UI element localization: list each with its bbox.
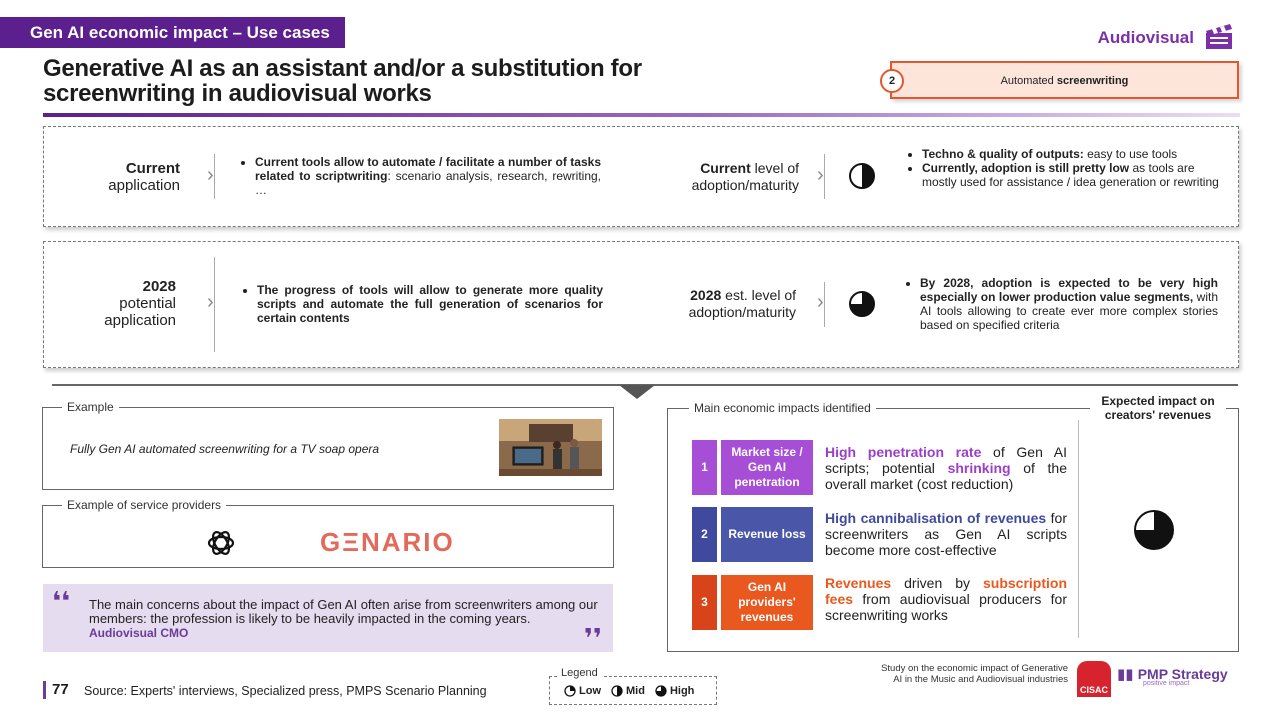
impact-body: driven by (891, 575, 983, 591)
point-rest: easy to use tools (1083, 147, 1178, 161)
2028-row-label (84, 278, 176, 329)
legend-high-label: High (669, 685, 695, 697)
genario-logo: GΞNARIO (320, 527, 455, 557)
current-bullet-bold: Current tools allow to automate / facilitate a number of tasks related to scriptwriting (255, 155, 601, 183)
impact-body: of Gen AI scripts; potential (825, 444, 1067, 476)
2028-point (920, 276, 1218, 332)
page-title (43, 56, 803, 106)
row-separator (214, 154, 215, 199)
impact-text (825, 444, 1067, 492)
impacts-legend: Main economic impacts identified (689, 401, 876, 415)
current-bullet-rest: : scenario analysis, research, rewriting, … (255, 169, 601, 197)
legend-title: Legend (557, 667, 602, 679)
row-separator (824, 282, 825, 327)
current-maturity-label (654, 160, 799, 194)
usecase-bold: screenwriting (1056, 75, 1129, 87)
chevron-right-icon: › (817, 164, 824, 186)
2028-application-row (43, 241, 1239, 368)
quote-author: Audiovisual CMO (89, 626, 189, 640)
quote-text: The main concerns about the impact of Gen AI often arise from screenwriters among our members: the profession is likely to be heavily impacted in the coming years. (89, 597, 598, 626)
openai-logo-icon (206, 528, 236, 558)
usecase-prefix: Automated (1000, 75, 1057, 87)
2028-point-bold: By 2028, adoption is expected to be very high especially on lower production value segments, (920, 276, 1218, 304)
open-quote-icon: ❛❛ (52, 586, 71, 616)
impact-highlight: Revenues (825, 575, 892, 591)
current-point (922, 161, 1219, 189)
usecase-box (890, 61, 1239, 99)
usecase-number: 2 (880, 69, 904, 93)
2028-label-line3: application (104, 312, 176, 329)
impact-number: 2 (692, 507, 717, 562)
point-bold: Techno & quality of outputs: (922, 147, 1084, 161)
impact-body: for screenwriters as Gen AI scripts become more cost-effective (825, 510, 1067, 558)
legend-items (564, 685, 694, 697)
row-separator (824, 154, 825, 199)
current-application-row (43, 126, 1239, 227)
current-point (922, 147, 1219, 161)
section-tag: Gen AI economic impact – Use cases (0, 17, 345, 48)
current-label-rest: application (108, 177, 180, 194)
example-legend: Example (62, 400, 119, 414)
2028-maturity-bold: 2028 (690, 287, 722, 303)
2028-bullet-bold: The progress of tools will allow to generate more quality scripts and automate the full generation of scenarios for certain contents (257, 283, 603, 325)
pmp-strategy-logo: ▮▮ PMP Strategy (1117, 666, 1228, 683)
close-quote-icon: ❜❜ (584, 623, 603, 653)
impact-highlight: shrinking (947, 460, 1011, 476)
pmp-tagline: positive impact (1143, 680, 1190, 687)
2028-maturity-rest2: adoption/maturity (688, 304, 796, 320)
half-pie-icon (611, 685, 623, 697)
study-text: Study on the economic impact of Generative AI in the Music and Audiovisual industries (881, 663, 1068, 685)
legend-high (655, 685, 694, 697)
current-maturity-bold: Current (700, 160, 751, 176)
current-maturity-rest1: level of (750, 160, 799, 176)
legend-mid (611, 685, 645, 697)
2028-bullet (241, 283, 603, 325)
page-number: 77 (43, 681, 69, 699)
page-title-line1: Generative AI as an assistant and/or a substitution for (43, 55, 642, 82)
point-bold: Currently, adoption is still pretty low (922, 161, 1130, 175)
expected-impact-header: Expected impact on creators' revenues (1090, 394, 1226, 422)
impact-tag: Revenue loss (721, 507, 813, 562)
impact-number: 1 (692, 440, 717, 495)
chevron-right-icon: › (207, 164, 214, 186)
clapperboard-icon (1204, 22, 1234, 50)
impact-text (825, 575, 1067, 623)
impact-tag: Gen AI providers' revenues (721, 575, 813, 630)
current-points (906, 147, 1219, 189)
example-text: Fully Gen AI automated screenwriting for a TV soap opera (70, 442, 380, 456)
2028-maturity-label (644, 287, 796, 321)
legend-low-label: Low (579, 685, 601, 697)
legend-low (564, 685, 601, 697)
category-label: Audiovisual (1097, 28, 1194, 47)
2028-maturity-rest1: est. level of (721, 287, 796, 303)
2028-label-line2: potential (119, 295, 176, 312)
legend-mid-label: Mid (626, 685, 645, 697)
title-rule (43, 113, 1240, 117)
impact-tag: Market size / Gen AI penetration (721, 440, 813, 495)
2028-label-bold: 2028 (142, 278, 176, 295)
2028-points (904, 276, 1218, 332)
chevron-right-icon: › (817, 291, 824, 313)
source-text: Source: Experts' interviews, Specialized press, PMPS Scenario Planning (84, 684, 487, 698)
current-label-bold: Current (125, 160, 180, 177)
three-quarter-pie-icon (655, 685, 667, 697)
2028-point-rest: with AI tools allowing to create ever more complex stories based on specified criteria (920, 290, 1218, 332)
down-arrow-icon (619, 385, 655, 399)
tv-soap-thumbnail (499, 419, 602, 476)
current-row-label (104, 160, 180, 194)
page-title-line2: screenwriting in audiovisual works (43, 80, 432, 107)
three-quarter-pie-icon (848, 290, 876, 318)
point-rest: as tools are mostly used for assistance / idea generation or rewriting (922, 161, 1219, 189)
cisac-logo: CISAC (1077, 661, 1111, 697)
impact-text (825, 510, 1067, 558)
providers-legend: Example of service providers (62, 498, 226, 512)
row-separator (214, 257, 215, 352)
current-bullet (239, 155, 601, 197)
impact-highlight: High cannibalisation of revenues (825, 510, 1047, 526)
impacts-separator (1078, 420, 1079, 638)
impact-number: 3 (692, 575, 717, 630)
impact-body: from audiovisual producers for screenwriting works (825, 591, 1067, 623)
impact-body: of the overall market (cost reduction) (825, 460, 1067, 492)
three-quarter-pie-icon (1133, 509, 1175, 551)
quarter-pie-icon (564, 685, 576, 697)
impact-highlight: High penetration rate (825, 444, 982, 460)
legend-box (549, 676, 717, 705)
chevron-right-icon: › (207, 291, 214, 313)
pmp-logo-text: PMP Strategy (1137, 666, 1228, 682)
half-pie-icon (848, 162, 876, 190)
impact-highlight: subscription fees (825, 575, 1067, 607)
current-maturity-rest2: adoption/maturity (691, 177, 799, 193)
